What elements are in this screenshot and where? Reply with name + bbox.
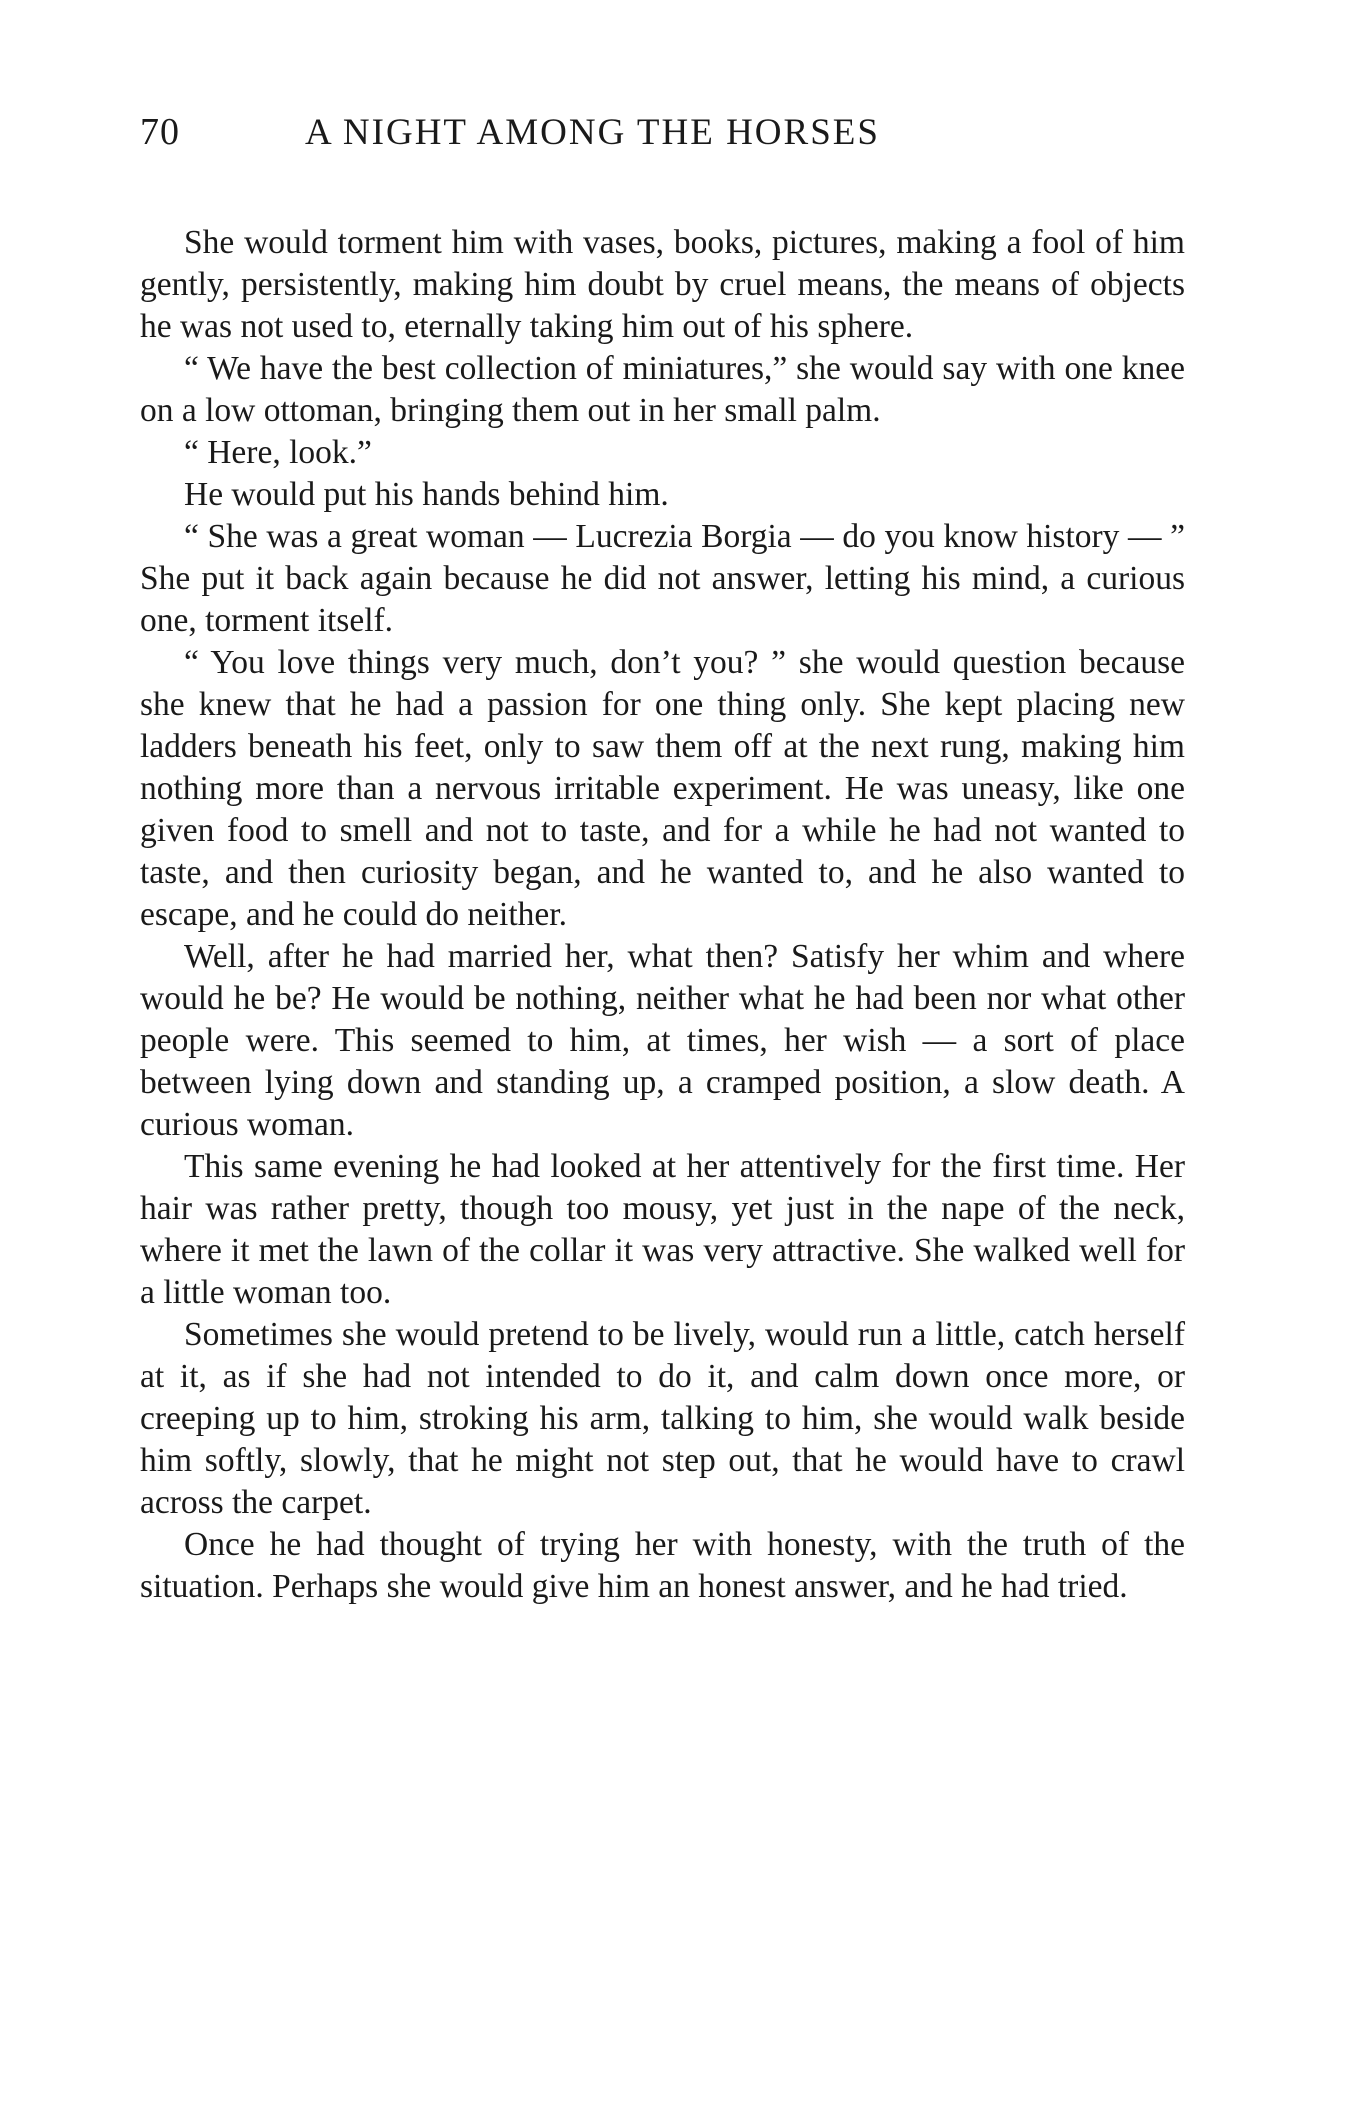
paragraph: She would torment him with vases, books, pictures, making a fool of him gently, persistently, making him doubt by cruel means, the means of objects he was not used to, eternally taking him out of his sphere. [140, 224, 1185, 345]
paragraph: This same evening he had looked at her attentively for the first time. Her hair was rather pretty, though too mousy, yet just in the nape of the neck, where it met the lawn of the collar it was very attractive. She walked well for a little woman too. [140, 1148, 1185, 1311]
paragraph: “ She was a great woman — Lucrezia Borgia — do you know history — ” She put it back again because he did not answer, letting his mind, a curious one, torment itself. [140, 518, 1185, 639]
paragraph: Once he had thought of trying her with honesty, with the truth of the situation. Perhaps she would give him an honest answer, and he had tried. [140, 1526, 1185, 1605]
page-number: 70 [140, 111, 180, 153]
body-text [140, 222, 1185, 1608]
book-page [140, 110, 1185, 1608]
running-title: A NIGHT AMONG THE HORSES [305, 112, 880, 153]
paragraph: Well, after he had married her, what then? Satisfy her whim and where would he be? He would be nothing, neither what he had been nor what other people were. This seemed to him, at times, her wish — a sort of place between lying down and standing up, a cramped position, a slow death. A curious woman. [140, 938, 1185, 1143]
paragraph: “ We have the best collection of miniatures,” she would say with one knee on a low ottoman, bringing them out in her small palm. [140, 350, 1185, 429]
page-header [140, 110, 1185, 170]
paragraph: Sometimes she would pretend to be lively, would run a little, catch herself at it, as if she had not intended to do it, and calm down once more, or creeping up to him, stroking his arm, talking to him, she would walk beside him softly, slowly, that he might not step out, that he would have to crawl across the carpet. [140, 1316, 1185, 1521]
paragraph: “ Here, look.” [184, 434, 372, 471]
paragraph: “ You love things very much, don’t you? ” she would question because she knew that he had a passion for one thing only. She kept placing new ladders beneath his feet, only to saw them off at the next rung, making him nothing more than a nervous irritable experiment. He was uneasy, like one given food to smell and not to taste, and for a while he had not wanted to taste, and then curiosity began, and he wanted to, and he also wanted to escape, and he could do neither. [140, 644, 1185, 933]
paragraph: He would put his hands behind him. [184, 476, 669, 513]
